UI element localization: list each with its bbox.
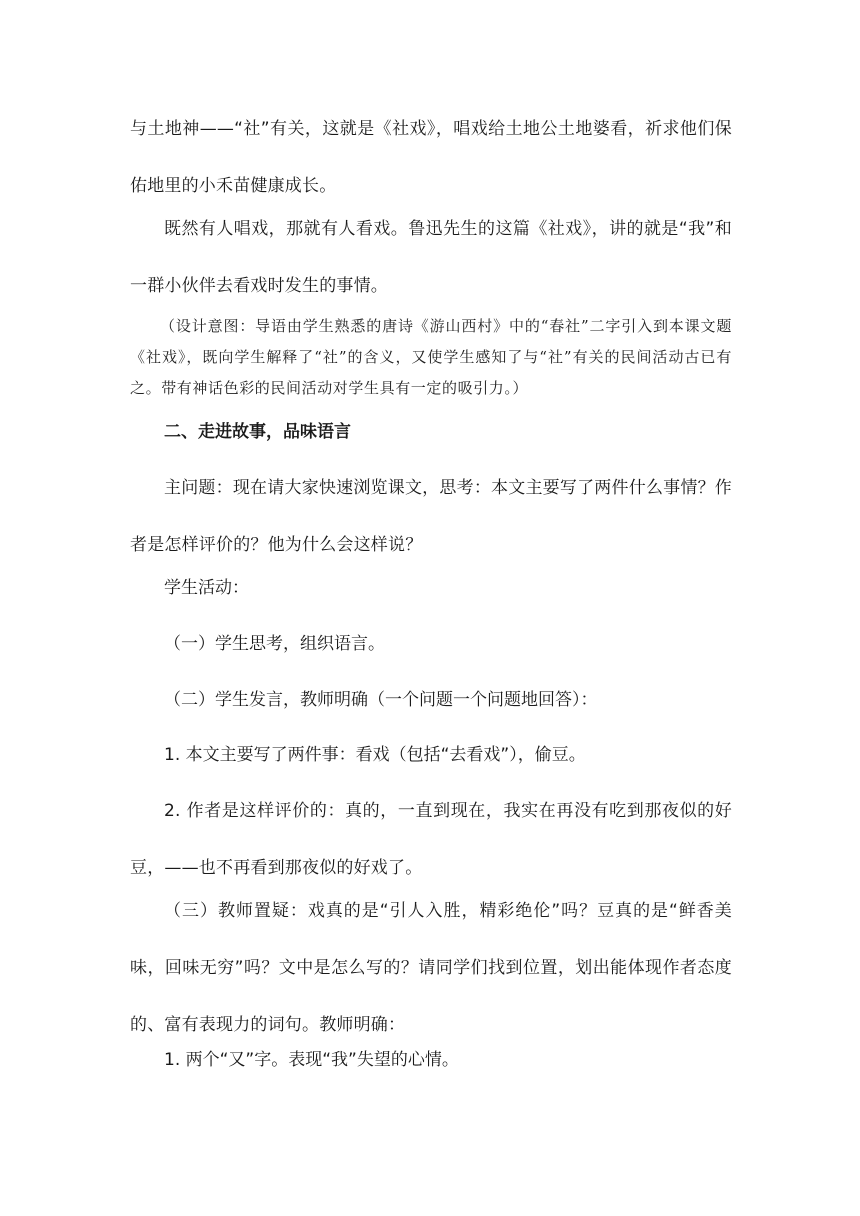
step-three-paragraph: （三）教师置疑：戏真的是“引人入胜，精彩绝伦”吗？豆真的是“鲜香美味，回味无穷”吗？文中是怎么写的？请同学们找到位置，划出能体现作者态度的、富有表现力的词句。教师明确：	[130, 901, 732, 1035]
paragraph-watching-opera: 既然有人唱戏，那就有人看戏。鲁迅先生的这篇《社戏》，讲的就是“我”和一群小伙伴去看戏时发生的事情。	[130, 219, 732, 296]
step-one-text: （一）学生思考，组织语言。	[164, 634, 385, 654]
answer-one-text: 1. 本文主要写了两件事：看戏（包括“去看戏”），偷豆。	[164, 745, 586, 765]
point-one-text: 1. 两个“又”字。表现“我”失望的心情。	[164, 1050, 459, 1070]
step-two-text: （二）学生发言，教师明确（一个问题一个问题地回答）：	[164, 690, 598, 710]
paragraph-land-god: 与土地神——“社”有关，这就是《社戏》，唱戏给土地公土地婆看，祈求他们保佑地里的小禾苗健康成长。	[130, 119, 732, 196]
student-activity-label: 学生活动：	[164, 578, 249, 598]
design-intent-note: （设计意图：导语由学生熟悉的唐诗《游山西村》中的“春社”二字引入到本课文题《社戏》，既向学生解释了“社”的含义，又使学生感知了与“社”有关的民间活动古已有之。带有神话色彩的民间活动对学生具有一定的吸引力。）	[130, 317, 732, 397]
answer-two-paragraph: 2. 作者是这样评价的：真的，一直到现在，我实在再没有吃到那夜似的好豆，——也不再看到那夜似的好戏了。	[130, 801, 732, 878]
section-heading: 二、走进故事，品味语言	[164, 422, 351, 442]
main-question-paragraph: 主问题：现在请大家快速浏览课文，思考：本文主要写了两件什么事情？作者是怎样评价的？他为什么会这样说？	[130, 478, 732, 555]
